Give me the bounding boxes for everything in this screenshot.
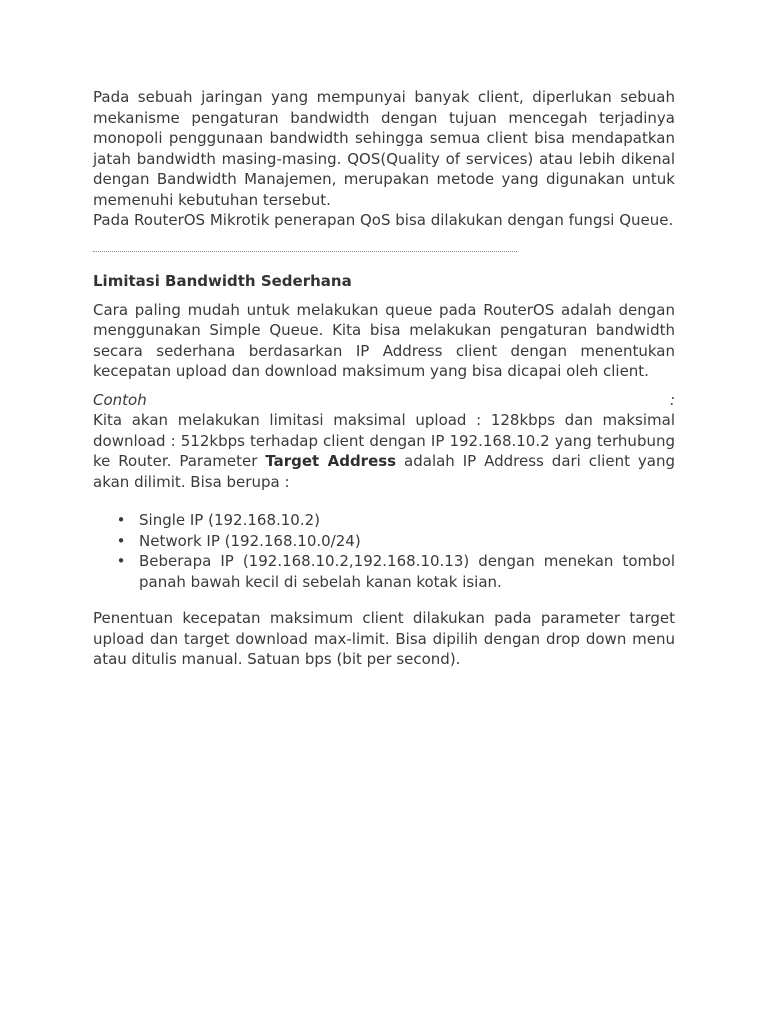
closing-paragraph: Penentuan kecepatan maksimum client dilakukan pada parameter target upload dan target download max-limit. Bisa dipilih dengan drop down menu atau ditulis manual. Satuan bps (bit per second).	[93, 609, 675, 668]
bullet-icon: •	[116, 531, 126, 550]
list-item-text: Beberapa IP (192.168.10.2,192.168.10.13) dengan menekan tombol panah bawah kecil di sebelah kanan kotak isian.	[139, 552, 675, 591]
example-text-part-2: adalah IP Address dari client yang akan dilimit. Bisa berupa :	[93, 452, 675, 491]
example-paragraph	[93, 410, 675, 492]
list-item	[116, 531, 675, 552]
intro-paragraph: Pada sebuah jaringan yang mempunyai banyak client, diperlukan sebuah mekanisme pengaturan bandwidth dengan tujuan mencegah terjadinya monopoli penggunaan bandwidth sehingga semua client bisa mendapatkan jatah bandwidth masing-masing. QOS(Quality of services) atau lebih dikenal dengan Bandwidth Manajemen, merupakan metode yang digunakan untuk memenuhi kebutuhan tersebut.	[93, 88, 675, 209]
bullet-icon: •	[116, 552, 126, 570]
list-item-text: Network IP (192.168.10.0/24)	[139, 531, 361, 550]
list-item	[116, 510, 675, 531]
example-heading	[93, 390, 675, 411]
section-paragraph: Cara paling mudah untuk melakukan queue pada RouterOS adalah dengan menggunakan Simple Queue. Kita bisa melakukan pengaturan bandwidth secara sederhana berdasarkan IP Address client dengan menentukan kecepatan upload dan download maksimum yang bisa dicapai oleh client.	[93, 300, 675, 380]
intro-paragraph-queue: Pada RouterOS Mikrotik penerapan QoS bisa dilakukan dengan fungsi Queue.	[93, 211, 674, 229]
bullet-icon: •	[116, 511, 126, 529]
example-label: Contoh	[93, 390, 147, 409]
dotted-divider	[93, 251, 517, 252]
target-address-list	[93, 510, 675, 592]
list-item-text: Single IP (192.168.10.2)	[139, 511, 321, 529]
section-heading: Limitasi Bandwidth Sederhana	[93, 271, 352, 290]
list-item	[116, 551, 675, 592]
document-content	[93, 87, 675, 670]
target-address-term: Target Address	[265, 452, 397, 470]
example-colon: :	[669, 390, 675, 409]
example-text-part-1: Kita akan melakukan limitasi maksimal upload : 128kbps dan maksimal download : 512kbps terhadap client dengan IP 192.168.10.2 yang terhubung ke Router. Parameter	[93, 411, 675, 470]
example-block	[93, 390, 675, 493]
